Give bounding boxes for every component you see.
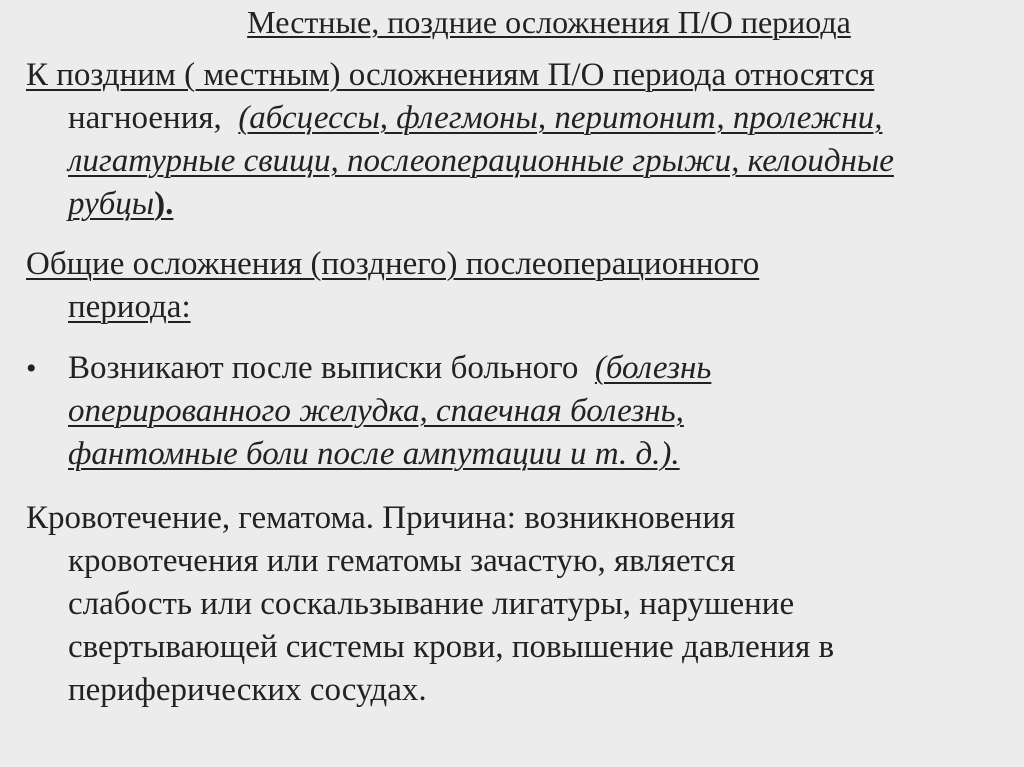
bullet-examples-start: (болезнь bbox=[594, 350, 712, 386]
late-local-complications-paragraph bbox=[26, 54, 1024, 226]
late-local-suppuration: нагноения, bbox=[68, 100, 222, 136]
bleeding-paragraph bbox=[26, 497, 1024, 712]
bullet-text-plain: Возникают после выписки больного bbox=[68, 350, 579, 386]
general-complications-heading bbox=[26, 243, 1024, 329]
general-line-1: Общие осложнения (позднего) послеоперационного bbox=[26, 246, 760, 282]
bullet-icon: • bbox=[26, 352, 37, 385]
slide-title: Местные, поздние осложнения П/О периода bbox=[247, 4, 851, 40]
late-local-line-3: лигатурные свищи, послеоперационные грыжи, келоидные bbox=[68, 143, 894, 179]
late-local-closing-paren: ). bbox=[154, 186, 174, 222]
bleeding-line-1: Кровотечение, гематома. Причина: возникновения bbox=[26, 500, 736, 536]
general-line-2: периода: bbox=[68, 289, 191, 325]
bullet-line-3: фантомные боли после ампутации и т. д.). bbox=[68, 436, 680, 472]
bleeding-line-2: кровотечения или гематомы зачастую, является bbox=[68, 543, 736, 579]
bleeding-line-3: слабость или соскальзывание лигатуры, нарушение bbox=[68, 586, 795, 622]
late-local-examples-start: (абсцессы, флегмоны, перитонит, пролежни, bbox=[238, 100, 883, 136]
bleeding-line-5: периферических сосудах. bbox=[68, 672, 427, 708]
late-local-line-4 bbox=[26, 183, 1024, 226]
late-local-line-2 bbox=[26, 97, 1024, 140]
bullet-item bbox=[26, 347, 1024, 476]
late-local-scars: рубцы bbox=[68, 186, 155, 222]
bullet-line-1 bbox=[26, 347, 1024, 390]
bleeding-line-4: свертывающей системы крови, повышение давления в bbox=[68, 629, 835, 665]
late-local-line-1: К поздним ( местным) осложнениям П/О периода относятся bbox=[26, 57, 875, 93]
bullet-line-2: оперированного желудка, спаечная болезнь, bbox=[68, 393, 684, 429]
